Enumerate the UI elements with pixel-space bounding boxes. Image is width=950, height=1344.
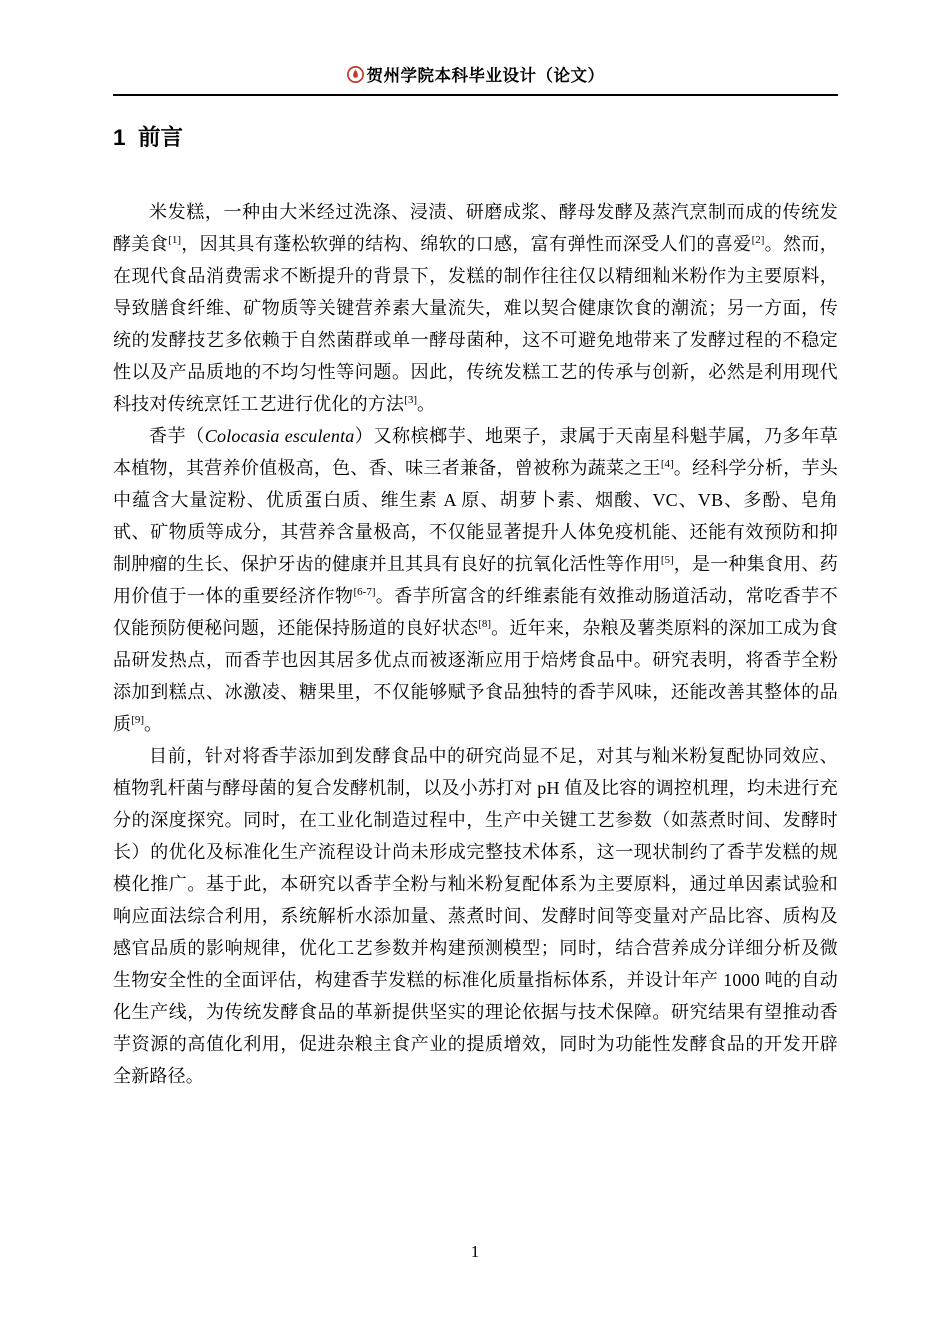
text-run: 。近年来，杂粮及薯类原料的深加工成为食品研发热点，而香芋也因其居多优点而被逐渐应用于焙烤食品中。研究表明，将香芋全粉添加到糕点、冰激凌、糖果里，不仅能够赋予食品独特的香芋风味，还能改善其整体的品质 — [113, 617, 838, 734]
text-run: 米发糕，一种由大米经过洗涤、浸渍、研磨成浆、酵母发酵及蒸汽烹制而成的传统发酵美食 — [113, 201, 838, 254]
paragraph — [113, 420, 838, 740]
citation-ref: [3] — [404, 393, 418, 406]
latin-species-name: Colocasia esculenta — [204, 425, 355, 446]
text-run: 。 — [144, 713, 163, 734]
page-header — [113, 0, 838, 96]
citation-ref: [9] — [131, 713, 145, 726]
citation-ref: [4] — [660, 457, 674, 470]
paragraph — [113, 196, 838, 420]
text-run: 。然而，在现代食品消费需求不断提升的背景下，发糕的制作往往仅以精细籼米粉作为主要原料，导致膳食纤维、矿物质等关键营养素大量流失，难以契合健康饮食的潮流；另一方面，传统的发酵技艺多依赖于自然菌群或单一酵母菌种，这不可避免地带来了发酵过程的不稳定性以及产品质地的不均匀性等问题。因此，传统发糕工艺的传承与创新，必然是利用现代科技对传统烹饪工艺进行优化的方法 — [113, 233, 838, 414]
text-run: 香芋（ — [149, 425, 205, 446]
citation-ref: [6-7] — [353, 585, 376, 598]
header-title: 贺州学院本科毕业设计（论文） — [366, 66, 605, 85]
text-run: 目前，针对将香芋添加到发酵食品中的研究尚显不足，对其与籼米粉复配协同效应、植物乳杆菌与酵母菌的复合发酵机制，以及小苏打对 pH 值及比容的调控机理，均未进行充分的深度探究。同时，在工业化制造过程中，生产中关键工艺参数（如蒸煮时间、发酵时长）的优化及标准化生产流程设计尚未形成完整技术体系，这一现状制约了香芋发糕的规模化推广。基于此，本研究以香芋全粉与籼米粉复配体系为主要原料，通过单因素试验和响应面法综合利用，系统解析水添加量、蒸煮时间、发酵时间等变量对产品比容、质构及感官品质的影响规律，优化工艺参数并构建预测模型；同时，结合营养成分详细分析及微生物安全性的全面评估，构建香芋发糕的标准化质量指标体系，并设计年产 1000 吨的自动化生产线，为传统发酵食品的革新提供坚实的理论依据与技术保障。研究结果有望推动香芋资源的高值化利用，促进杂粮主食产业的提质增效，同时为功能性发酵食品的开发开辟全新路径。 — [113, 745, 838, 1086]
citation-ref: [2] — [751, 233, 765, 246]
text-run: ）又称槟榔芋、地栗子，隶属于天南星科魁芋属，乃多年草本植物，其营养价值极高，色、香、味三者兼备，曾被称为蔬菜之王 — [113, 425, 839, 478]
paragraph — [113, 740, 838, 1092]
text-run: 。香芋所富含的纤维素能有效推动肠道活动，常吃香芋不仅能预防便秘问题，还能保持肠道的良好状态 — [113, 585, 838, 638]
university-logo-icon — [347, 66, 364, 83]
body-text — [113, 196, 838, 1092]
citation-ref: [5] — [660, 553, 674, 566]
header-content — [347, 62, 605, 86]
page-number: 1 — [470, 1242, 480, 1261]
text-run: ，是一种集食用、药用价值于一体的重要经济作物 — [113, 553, 838, 606]
citation-ref: [1] — [168, 233, 182, 246]
text-run: 。经科学分析，芋头中蕴含大量淀粉、优质蛋白质、维生素 A 原、胡萝卜素、烟酸、VC、VB、多酚、皂角甙、矿物质等成分，其营养含量极高，不仅能显著提升人体免疫机能、还能有效预防和抑制肿瘤的生长、保护牙齿的健康并且其具有良好的抗氧化活性等作用 — [113, 457, 838, 574]
page-footer — [0, 1242, 950, 1262]
citation-ref: [8] — [478, 617, 492, 630]
text-run: ，因其具有蓬松软弹的结构、绵软的口感，富有弹性而深受人们的喜爱 — [181, 233, 752, 254]
text-run: 。 — [417, 393, 436, 414]
section-heading: 1 前言 — [113, 124, 184, 150]
